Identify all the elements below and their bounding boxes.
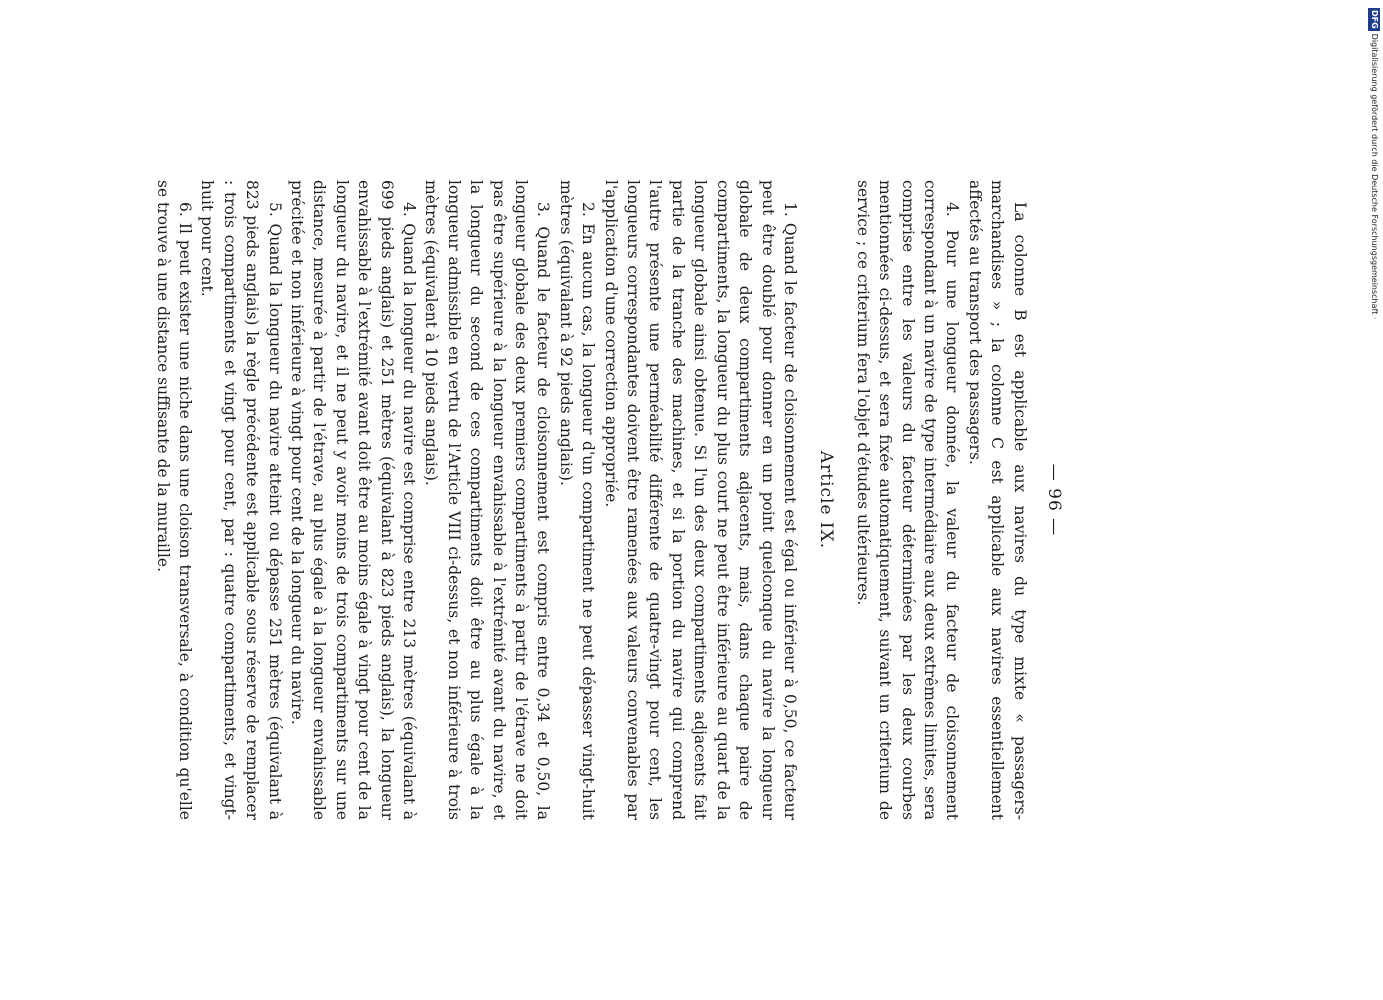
article-paragraph-2: 2. En aucun cas, la longueur d'un compartiment ne peut dépasser vingt-huit mètres (équivalant à 92 pieds anglais). [556,180,598,820]
rotated-text-block [155,180,1065,820]
dfg-logo: DFG [1370,10,1379,29]
article-paragraph-5: 5. Quand la longueur du navire atteint ou dépasse 251 mètres (équivalant à 823 pieds anglais) la règle précédente est applicable sous réserve de remplacer : trois compartiments et vingt pour cent, par : quatre compartiments, et vingt-huit pour cent. [198,180,284,820]
dfg-side-note [1368,8,1380,408]
article-paragraph-4: 4. Quand la longueur du navire est comprise entre 213 mètres (équivalant à 699 pieds anglais) et 251 mètres (équivalant à 823 pieds anglais), la longueur envahissable à l'extrémité avant doit être au moins égale à vingt pour cent de la longueur du navire, et il ne peut y avoir moins de trois compartiments sur une distance, mesurée à partir de l'étrave, au plus égale à la longueur envahissable précitée et non inférieure à vingt pour cent de la longueur du navire. [288,180,419,820]
paragraph-colonne: La colonne B est applicable aux navires du type mixte « passagers-marchandises » ; la colonne C est applicable aux navires essentiellement affectés au transport des passagers. [965,180,1029,820]
dfg-credit-text: Digitalisierung gefördert durch die Deutsche Forschungsgemeinschaft · [1370,33,1379,320]
article-paragraph-3: 3. Quand le facteur de cloisonnement est compris entre 0,34 et 0,50, la longueur globale des deux premiers compartiments à partir de l'étrave ne doit pas être supérieure à la longueur envahissable à l'extrémité avant du navire, et la longueur du second de ces compartiments doit être au plus égale à la longueur admissible en vertu de l'Article VIII ci-dessus, et non inférieure à trois mètres (équivalent à 10 pieds anglais). [422,180,553,820]
paragraph-4-intermediate: 4. Pour une longueur donnée, la valeur du facteur de cloisonnement correspondant à un navire de type intermédiaire aux deux extrêmes limites, sera comprise entre les valeurs du facteur déterminées par les deux courbes mentionnées ci-dessus, et sera fixée automatiquement, suivant un criterium de service ; ce criterium fera l'objet d'études ultérieures. [853,180,962,820]
article-paragraph-1: 1. Quand le facteur de cloisonnement est égal ou inférieur à 0,50, ce facteur peut être doublé pour donner en un point quelconque du navire la longueur globale de deux compartiments adjacents, mais, dans chaque paire de compartiments, la longueur du plus court ne peut être inférieure au quart de la longueur globale ainsi obtenue. Si l'un des deux compartiments adjacents fait partie de la tranche des machines, et si la portion du navire qui comprend l'autre présente une perméabilité différente de quatre-vingt pour cent, les longueurs correspondantes doivent être ramenées aux valeurs convenables par l'application d'une correction appropriée. [601,180,799,820]
page-number: — 96 — [1044,463,1064,537]
article-title: Article IX. [816,450,837,550]
dfg-side-note-text [1368,8,1380,408]
article-paragraph-6: 6. Il peut exister une niche dans une cloison transversale, à condition qu'elle se trouve à une distance suffisante de la muraille. [153,180,194,820]
page-content [155,180,1065,820]
